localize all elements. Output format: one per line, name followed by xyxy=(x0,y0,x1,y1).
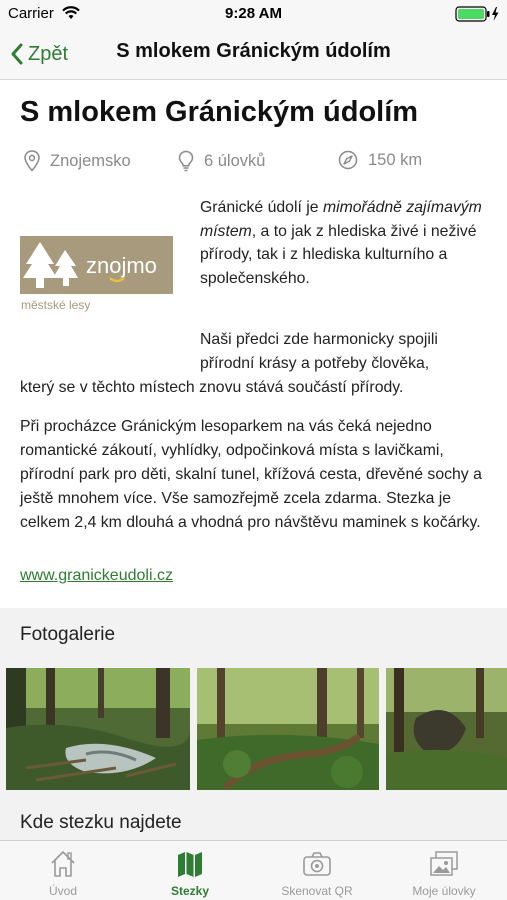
photos-icon xyxy=(428,849,460,879)
intro-paragraph xyxy=(200,196,490,290)
tab-home[interactable] xyxy=(0,841,126,900)
intro-text-rest: , a to jak z hlediska živé i neživé přírody, tak i z hlediska kulturního a společenského. xyxy=(200,222,477,287)
tab-trails[interactable] xyxy=(127,841,253,900)
distance-label: 150 km xyxy=(368,150,423,169)
tab-home-label: Úvod xyxy=(48,884,77,898)
status-time: 9:28 AM xyxy=(225,5,282,22)
tab-my-catches-label: Moje úlovky xyxy=(412,884,476,898)
gallery-section xyxy=(0,608,507,840)
page-title: S mlokem Gránickým údolím xyxy=(20,96,419,128)
tab-trails-label: Stezky xyxy=(170,884,210,898)
gallery-photo[interactable] xyxy=(197,668,379,790)
trail-detail-content[interactable] xyxy=(0,80,507,840)
back-label: Zpět xyxy=(28,42,69,65)
navigation-bar xyxy=(0,28,507,80)
lightbulb-icon xyxy=(178,150,194,172)
location-label: Znojemsko xyxy=(50,151,131,170)
paragraph-2-end: který se v těchto místech znovu stává součástí přírody. xyxy=(20,379,404,396)
tab-bar xyxy=(0,840,507,900)
tab-my-catches[interactable] xyxy=(381,841,507,900)
nav-title: S mlokem Gránickým údolím xyxy=(116,40,391,62)
back-button[interactable] xyxy=(10,40,68,68)
status-bar xyxy=(0,0,507,28)
tab-scan-qr-label: Skenovat QR xyxy=(281,884,353,898)
znojmo-logo xyxy=(20,236,175,312)
logo-subtitle: městské lesy xyxy=(21,298,91,312)
paragraph-3: Při procházce Gránickým lesoparkem na vás čeká nejedno romantické zákoutí, vyhlídky, odpočinková místa s lavičkami, přírodní park pro děti, skalní tunel, křížová cesta, dřevěné sochy a ještě mnohem více. Vše samozřejmě zcela zdarma. Stezka je celkem 2,4 km dlouhá a vhodná pro návštěvu maminek s kočárky. xyxy=(20,418,482,531)
intro-text: Gránické údolí je xyxy=(200,199,323,216)
trail-meta-row xyxy=(20,150,487,176)
chevron-left-icon xyxy=(10,43,24,65)
gallery-photo[interactable] xyxy=(386,668,507,790)
distance-meta xyxy=(338,150,422,170)
location-meta xyxy=(24,150,131,172)
where-title: Kde stezku najdete xyxy=(20,812,182,833)
catches-label: 6 úlovků xyxy=(204,151,266,170)
battery-icon xyxy=(455,6,501,22)
location-pin-icon xyxy=(24,150,40,172)
catches-meta xyxy=(178,150,265,172)
logo-word: znojmo xyxy=(86,253,157,278)
tab-scan-qr[interactable] xyxy=(254,841,380,900)
carrier-label: Carrier xyxy=(8,5,54,22)
website-link[interactable]: www.granickeudoli.cz xyxy=(20,567,173,584)
camera-icon xyxy=(301,849,333,879)
intro-emphasis: mimořádně zajímavým místem xyxy=(200,199,482,240)
gallery-title: Fotogalerie xyxy=(20,624,116,645)
gallery-photo[interactable] xyxy=(6,668,190,790)
home-icon xyxy=(48,849,78,879)
compass-icon xyxy=(338,150,358,170)
map-icon xyxy=(175,849,205,879)
paragraph-2-start: Naši předci zde harmonicky spojili přírodní krásy a potřeby člověka, xyxy=(200,331,438,372)
